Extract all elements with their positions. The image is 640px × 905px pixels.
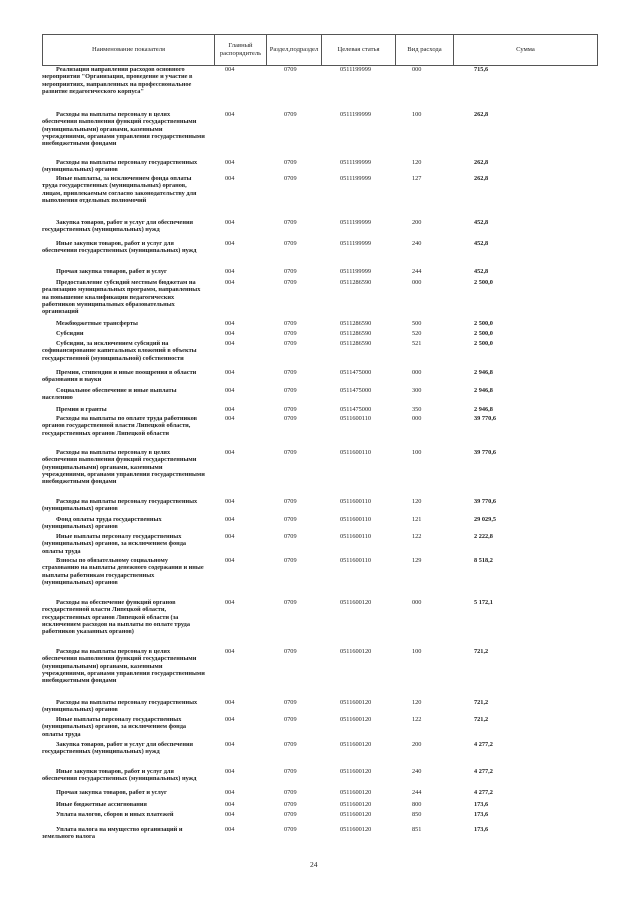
table-row	[42, 599, 597, 635]
cell-rz: 0709	[284, 648, 297, 655]
cell-cs: 0511600120	[340, 768, 372, 775]
table-row	[42, 66, 597, 95]
cell-vr: 121	[412, 516, 422, 523]
cell-gl: 004	[225, 320, 235, 327]
cell-name: Расходы на выплаты персоналу в целях обеспечения выполнения функций государственными (муниципальными) органами, казенными учреждениями, органами управления государственными внебюджетными фондами	[42, 111, 205, 148]
cell-gl: 004	[225, 219, 235, 226]
cell-sum: 39 770,6	[474, 415, 497, 422]
cell-cs: 0511199999	[340, 240, 372, 247]
table-row	[42, 648, 597, 684]
cell-vr: 244	[412, 789, 422, 796]
cell-sum: 4 277,2	[474, 741, 493, 748]
table-row	[42, 111, 597, 147]
cell-sum: 2 946,8	[474, 406, 493, 413]
cell-rz: 0709	[284, 340, 297, 347]
cell-gl: 004	[225, 159, 235, 166]
cell-gl: 004	[225, 279, 235, 286]
page-number: 24	[310, 860, 318, 869]
cell-vr: 200	[412, 741, 422, 748]
cell-vr: 100	[412, 648, 422, 655]
cell-sum: 173,6	[474, 801, 489, 808]
cell-sum: 39 770,6	[474, 498, 497, 505]
cell-gl: 004	[225, 741, 235, 748]
cell-cs: 0511286590	[340, 279, 372, 286]
cell-sum: 452,8	[474, 219, 489, 226]
cell-cs: 0511199999	[340, 175, 372, 182]
cell-rz: 0709	[284, 175, 297, 182]
cell-gl: 004	[225, 240, 235, 247]
cell-gl: 004	[225, 268, 235, 275]
header-vr: Вид расхода	[396, 35, 454, 66]
cell-vr: 120	[412, 159, 422, 166]
table-row	[42, 498, 597, 513]
cell-cs: 0511600110	[340, 415, 372, 422]
cell-sum: 4 277,2	[474, 789, 493, 796]
cell-cs: 0511600110	[340, 533, 372, 540]
cell-sum: 173,6	[474, 811, 489, 818]
cell-cs: 0511600120	[340, 648, 372, 655]
table-row	[42, 557, 597, 586]
cell-cs: 0511199999	[340, 268, 372, 275]
table-row	[42, 716, 597, 738]
cell-name: Предоставление субсидий местным бюджетам на реализацию муниципальных программ, направленных на повышение квалификации педагогических работников муниципальных образовательных организаций	[42, 279, 201, 316]
cell-gl: 004	[225, 175, 235, 182]
cell-rz: 0709	[284, 789, 297, 796]
cell-cs: 0511600120	[340, 741, 372, 748]
cell-rz: 0709	[284, 320, 297, 327]
cell-cs: 0511475000	[340, 369, 372, 376]
cell-rz: 0709	[284, 406, 297, 413]
cell-sum: 721,2	[474, 648, 489, 655]
cell-sum: 721,2	[474, 699, 489, 706]
cell-cs: 0511600110	[340, 449, 372, 456]
cell-rz: 0709	[284, 716, 297, 723]
cell-sum: 29 029,5	[474, 516, 497, 523]
cell-vr: 000	[412, 599, 422, 606]
cell-vr: 800	[412, 801, 422, 808]
cell-sum: 2 500,0	[474, 320, 493, 327]
cell-rz: 0709	[284, 768, 297, 775]
cell-rz: 0709	[284, 599, 297, 606]
cell-vr: 129	[412, 557, 422, 564]
cell-name: Расходы на выплаты персоналу в целях обеспечения выполнения функций государственными (муниципальными) органами, казенными учреждениями, органами управления государственными внебюджетными фондами	[42, 648, 205, 685]
cell-name: Уплата налогов, сборов и иных платежей	[56, 811, 174, 818]
table-row	[42, 219, 597, 234]
cell-gl: 004	[225, 406, 235, 413]
table-row	[42, 369, 597, 384]
cell-vr: 100	[412, 111, 422, 118]
cell-rz: 0709	[284, 498, 297, 505]
cell-vr: 120	[412, 699, 422, 706]
cell-rz: 0709	[284, 801, 297, 808]
cell-gl: 004	[225, 330, 235, 337]
header-glavny: Главный распорядитель	[215, 35, 267, 66]
cell-name: Субсидии, за исключением субсидий на софинансирование капитальных вложений в объекты государственной (муниципальной) собственности	[42, 340, 197, 362]
cell-gl: 004	[225, 826, 235, 833]
cell-sum: 2 222,8	[474, 533, 493, 540]
cell-vr: 240	[412, 768, 422, 775]
cell-sum: 2 946,8	[474, 369, 493, 376]
cell-name: Уплата налога на имущество организаций и земельного налога	[42, 826, 183, 841]
cell-gl: 004	[225, 340, 235, 347]
cell-cs: 0511600120	[340, 716, 372, 723]
table-row	[42, 533, 597, 555]
cell-name: Премии, стипендии и иные поощрения в области образования и науки	[42, 369, 197, 384]
cell-rz: 0709	[284, 330, 297, 337]
table-row	[42, 279, 597, 315]
cell-gl: 004	[225, 801, 235, 808]
cell-rz: 0709	[284, 387, 297, 394]
table-row	[42, 159, 597, 174]
cell-gl: 004	[225, 648, 235, 655]
cell-sum: 2 500,0	[474, 279, 493, 286]
cell-sum: 173,6	[474, 826, 489, 833]
cell-name: Межбюджетные трансферты	[56, 320, 138, 327]
cell-vr: 500	[412, 320, 422, 327]
cell-cs: 0511199999	[340, 159, 372, 166]
cell-name: Субсидии	[56, 330, 84, 337]
cell-vr: 000	[412, 279, 422, 286]
cell-sum: 2 500,0	[474, 340, 493, 347]
cell-gl: 004	[225, 557, 235, 564]
cell-name: Прочая закупка товаров, работ и услуг	[56, 268, 167, 275]
cell-sum: 2 946,8	[474, 387, 493, 394]
cell-vr: 000	[412, 66, 422, 73]
cell-vr: 122	[412, 716, 422, 723]
cell-cs: 0511286590	[340, 320, 372, 327]
cell-cs: 0511600120	[340, 699, 372, 706]
cell-cs: 0511600120	[340, 811, 372, 818]
cell-cs: 0511600110	[340, 516, 372, 523]
table-row	[42, 340, 597, 362]
cell-vr: 100	[412, 449, 422, 456]
cell-name: Прочая закупка товаров, работ и услуг	[56, 789, 167, 796]
table-row	[42, 175, 597, 204]
cell-gl: 004	[225, 811, 235, 818]
header-cs: Целевая статья	[322, 35, 396, 66]
cell-gl: 004	[225, 66, 235, 73]
table-row	[42, 449, 597, 485]
table-row	[42, 741, 597, 756]
cell-sum: 8 518,2	[474, 557, 493, 564]
cell-cs: 0511600120	[340, 599, 372, 606]
header-sum: Сумма	[454, 35, 598, 66]
cell-cs: 0511600120	[340, 789, 372, 796]
cell-name: Фонд оплаты труда государственных (муниципальных) органов	[42, 516, 162, 531]
cell-cs: 0511286590	[340, 340, 372, 347]
cell-sum: 721,2	[474, 716, 489, 723]
cell-name: Расходы на обеспечение функций органов государственной власти Липецкой области, государственных органов Липецкой области (за исключением расходов на выплаты по оплате труда работников указанных органов)	[42, 599, 190, 636]
cell-name: Иные бюджетные ассигнования	[56, 801, 147, 808]
cell-rz: 0709	[284, 159, 297, 166]
cell-sum: 5 172,1	[474, 599, 493, 606]
cell-gl: 004	[225, 789, 235, 796]
cell-gl: 004	[225, 716, 235, 723]
cell-vr: 850	[412, 811, 422, 818]
cell-rz: 0709	[284, 557, 297, 564]
cell-gl: 004	[225, 415, 235, 422]
cell-name: Иные выплаты, за исключением фонда оплаты труда государственных (муниципальных) органов, лицам, привлекаемым согласно законодательству для выполнения отдельных полномочий	[42, 175, 197, 204]
table-header	[42, 34, 598, 66]
cell-vr: 120	[412, 498, 422, 505]
cell-name: Закупка товаров, работ и услуг для обеспечения государственных (муниципальных) нужд	[42, 219, 194, 234]
cell-name: Реализация направления расходов основного мероприятия "Организация, проведение и участие в мероприятиях, направленных на профессиональное развитие педагогического корпуса"	[42, 66, 193, 95]
cell-cs: 0511600120	[340, 826, 372, 833]
cell-name: Расходы на выплаты персоналу государственных (муниципальных) органов	[42, 159, 198, 174]
cell-vr: 244	[412, 268, 422, 275]
cell-gl: 004	[225, 599, 235, 606]
cell-sum: 452,8	[474, 268, 489, 275]
cell-vr: 200	[412, 219, 422, 226]
cell-rz: 0709	[284, 111, 297, 118]
cell-rz: 0709	[284, 219, 297, 226]
cell-sum: 262,8	[474, 111, 489, 118]
table-row	[42, 826, 597, 841]
cell-name: Иные выплаты персоналу государственных (муниципальных) органов, за исключением фонда оплаты труда	[42, 533, 187, 555]
cell-rz: 0709	[284, 741, 297, 748]
cell-vr: 240	[412, 240, 422, 247]
cell-rz: 0709	[284, 415, 297, 422]
table-row	[42, 330, 597, 337]
cell-vr: 350	[412, 406, 422, 413]
cell-rz: 0709	[284, 699, 297, 706]
cell-vr: 521	[412, 340, 422, 347]
cell-sum: 715,6	[474, 66, 489, 73]
cell-gl: 004	[225, 699, 235, 706]
cell-gl: 004	[225, 533, 235, 540]
cell-name: Иные закупки товаров, работ и услуг для обеспечения государственных (муниципальных) нужд	[42, 768, 197, 783]
cell-sum: 262,8	[474, 159, 489, 166]
table-row	[42, 415, 597, 437]
cell-name: Расходы на выплаты персоналу государственных (муниципальных) органов	[42, 498, 198, 513]
cell-cs: 0511199999	[340, 219, 372, 226]
cell-name: Социальное обеспечение и иные выплаты населению	[42, 387, 177, 402]
cell-cs: 0511600110	[340, 498, 372, 505]
cell-gl: 004	[225, 449, 235, 456]
table-row	[42, 320, 597, 327]
cell-name: Иные выплаты персоналу государственных (муниципальных) органов, за исключением фонда оплаты труда	[42, 716, 187, 738]
cell-name: Взносы по обязательному социальному страхованию на выплаты денежного содержания и иные выплаты работникам государственных (муниципальных) органов	[42, 557, 204, 586]
cell-vr: 520	[412, 330, 422, 337]
cell-gl: 004	[225, 516, 235, 523]
cell-cs: 0511286590	[340, 330, 372, 337]
cell-cs: 0511199999	[340, 66, 372, 73]
cell-rz: 0709	[284, 240, 297, 247]
cell-gl: 004	[225, 498, 235, 505]
cell-cs: 0511600110	[340, 557, 372, 564]
cell-name: Премии и гранты	[56, 406, 107, 413]
cell-vr: 300	[412, 387, 422, 394]
cell-vr: 127	[412, 175, 422, 182]
cell-sum: 262,8	[474, 175, 489, 182]
cell-sum: 452,8	[474, 240, 489, 247]
table-row	[42, 768, 597, 783]
cell-gl: 004	[225, 768, 235, 775]
cell-rz: 0709	[284, 533, 297, 540]
cell-name: Иные закупки товаров, работ и услуг для обеспечения государственных (муниципальных) нужд	[42, 240, 197, 255]
cell-cs: 0511475000	[340, 387, 372, 394]
header-name: Наименование показателя	[43, 35, 215, 66]
cell-rz: 0709	[284, 369, 297, 376]
cell-name: Расходы на выплаты по оплате труда работников органов государственной власти Липецкой области, государственных органов Липецкой области	[42, 415, 198, 437]
cell-cs: 0511600120	[340, 801, 372, 808]
cell-sum: 4 277,2	[474, 768, 493, 775]
table-row	[42, 699, 597, 714]
table-row	[42, 801, 597, 808]
cell-rz: 0709	[284, 811, 297, 818]
cell-rz: 0709	[284, 268, 297, 275]
table-row	[42, 406, 597, 413]
cell-rz: 0709	[284, 826, 297, 833]
table-row	[42, 516, 597, 531]
cell-gl: 004	[225, 387, 235, 394]
cell-vr: 122	[412, 533, 422, 540]
cell-sum: 39 770,6	[474, 449, 497, 456]
table-row	[42, 268, 597, 275]
cell-name: Закупка товаров, работ и услуг для обеспечения государственных (муниципальных) нужд	[42, 741, 194, 756]
cell-rz: 0709	[284, 516, 297, 523]
cell-gl: 004	[225, 111, 235, 118]
table-row	[42, 811, 597, 818]
table-row	[42, 387, 597, 402]
cell-name: Расходы на выплаты персоналу в целях обеспечения выполнения функций государственными (муниципальными) органами, казенными учреждениями, органами управления государственными внебюджетными фондами	[42, 449, 205, 486]
cell-cs: 0511475000	[340, 406, 372, 413]
cell-vr: 851	[412, 826, 422, 833]
cell-cs: 0511199999	[340, 111, 372, 118]
cell-rz: 0709	[284, 66, 297, 73]
cell-gl: 004	[225, 369, 235, 376]
cell-name: Расходы на выплаты персоналу государственных (муниципальных) органов	[42, 699, 198, 714]
table-row	[42, 240, 597, 255]
cell-rz: 0709	[284, 449, 297, 456]
header-razdel: Раздел,подраздел	[267, 35, 322, 66]
table-row	[42, 789, 597, 796]
cell-sum: 2 500,0	[474, 330, 493, 337]
cell-vr: 000	[412, 415, 422, 422]
cell-vr: 000	[412, 369, 422, 376]
cell-rz: 0709	[284, 279, 297, 286]
